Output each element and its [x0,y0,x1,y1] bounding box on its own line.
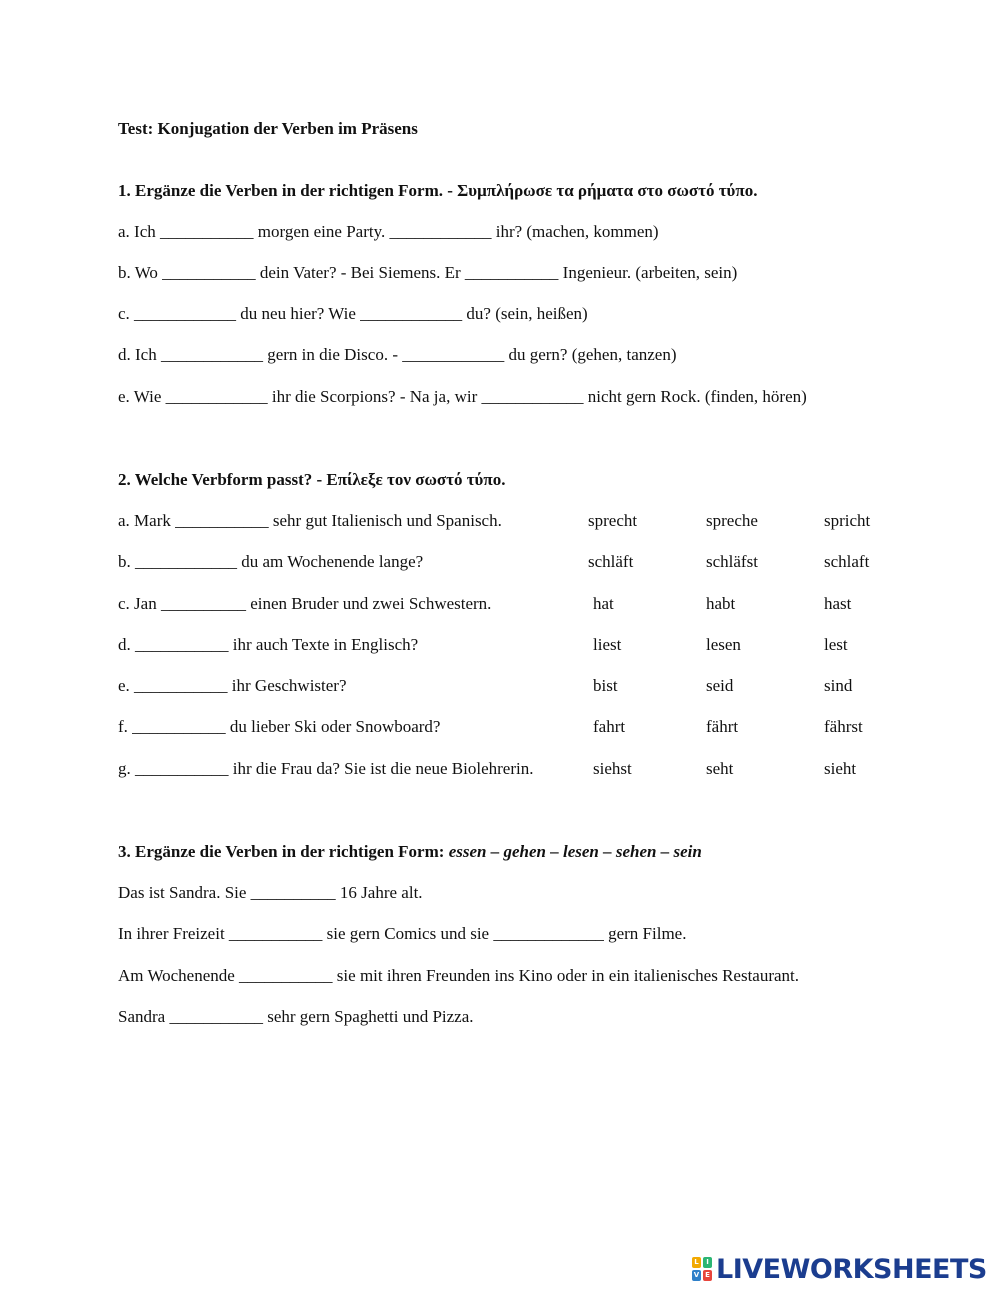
section2-sentence-e: e. ___________ ihr Geschwister? [118,676,347,695]
logo-mark-tile-i: I [703,1257,712,1268]
section2-option-g-2: seht [706,759,734,778]
logo-mark-icon [692,1257,712,1281]
section2-option-e-2: seid [706,676,734,695]
section2-option-f-3: fährst [824,717,863,736]
section3-heading-verbs: essen – gehen – lesen – sehen – sein [448,842,702,861]
section2-option-f-1: fahrt [593,717,626,736]
section3-line-1: Das ist Sandra. Sie __________ 16 Jahre alt. [118,883,423,902]
section3-heading [118,842,702,862]
liveworksheets-logo [692,1254,987,1284]
section3-line-2: In ihrer Freizeit ___________ sie gern Comics und sie _____________ gern Filme. [118,924,687,943]
section1-item-e: e. Wie ____________ ihr die Scorpions? - Na ja, wir ____________ nicht gern Rock. (finden, hören) [118,387,807,406]
section1-item-d: d. Ich ____________ gern in die Disco. - ____________ du gern? (gehen, tanzen) [118,345,677,364]
section2-option-d-2: lesen [706,635,741,654]
section1-heading: 1. Ergänze die Verben in der richtigen Form. - Συμπλήρωσε τα ρήματα στο σωστό τύπο. [118,181,758,200]
section2-option-d-3: lest [824,635,848,654]
section2-sentence-a: a. Mark ___________ sehr gut Italienisch und Spanisch. [118,511,502,530]
logo-mark-tile-v: V [693,1271,700,1279]
section2-option-e-3: sind [824,676,853,695]
section2-option-c-1: hat [593,594,614,613]
section2-option-b-2: schläfst [706,552,758,571]
section2-sentence-c: c. Jan __________ einen Bruder und zwei Schwestern. [118,594,492,613]
section2-option-f-2: fährt [706,717,739,736]
section1-item-c: c. ____________ du neu hier? Wie ____________ du? (sein, heißen) [118,304,588,323]
section3-line-3: Am Wochenende ___________ sie mit ihren Freunden ins Kino oder in ein italienisches Restaurant. [118,966,800,985]
section2-option-b-1: schläft [588,552,634,571]
section2-option-g-3: sieht [824,759,857,778]
section2-option-b-3: schlaft [824,552,870,571]
section2-option-d-1: liest [593,635,622,654]
section2-option-e-1: bist [593,676,618,695]
page-title: Test: Konjugation der Verben im Präsens [118,119,418,138]
section2-sentence-f: f. ___________ du lieber Ski oder Snowboard? [118,717,441,736]
section2-heading: 2. Welche Verbform passt? - Επίλεξε τον σωστό τύπο. [118,470,506,489]
section2-sentence-d: d. ___________ ihr auch Texte in Englisch? [118,635,419,654]
section3-line-4: Sandra ___________ sehr gern Spaghetti und Pizza. [118,1007,474,1026]
section3-heading-prefix: 3. Ergänze die Verben in der richtigen Form: [118,842,449,861]
section2-option-a-3: spricht [824,511,871,530]
logo-mark-tile-e: E [703,1270,712,1281]
section1-item-a: a. Ich ___________ morgen eine Party. ____________ ihr? (machen, kommen) [118,222,659,241]
section2-option-a-2: spreche [706,511,758,530]
section2-sentence-g: g. ___________ ihr die Frau da? Sie ist die neue Biolehrerin. [118,759,534,778]
section2-option-c-2: habt [706,594,736,613]
section2-option-g-1: siehst [593,759,632,778]
section2-sentence-b: b. ____________ du am Wochenende lange? [118,552,424,571]
section2-option-c-3: hast [824,594,852,613]
logo-text: LIVEWORKSHEETS [716,1253,987,1285]
logo-mark-tile-l: L [692,1257,701,1268]
section1-item-b: b. Wo ___________ dein Vater? - Bei Siemens. Er ___________ Ingenieur. (arbeiten, sein) [118,263,738,282]
section2-option-a-1: sprecht [588,511,638,530]
